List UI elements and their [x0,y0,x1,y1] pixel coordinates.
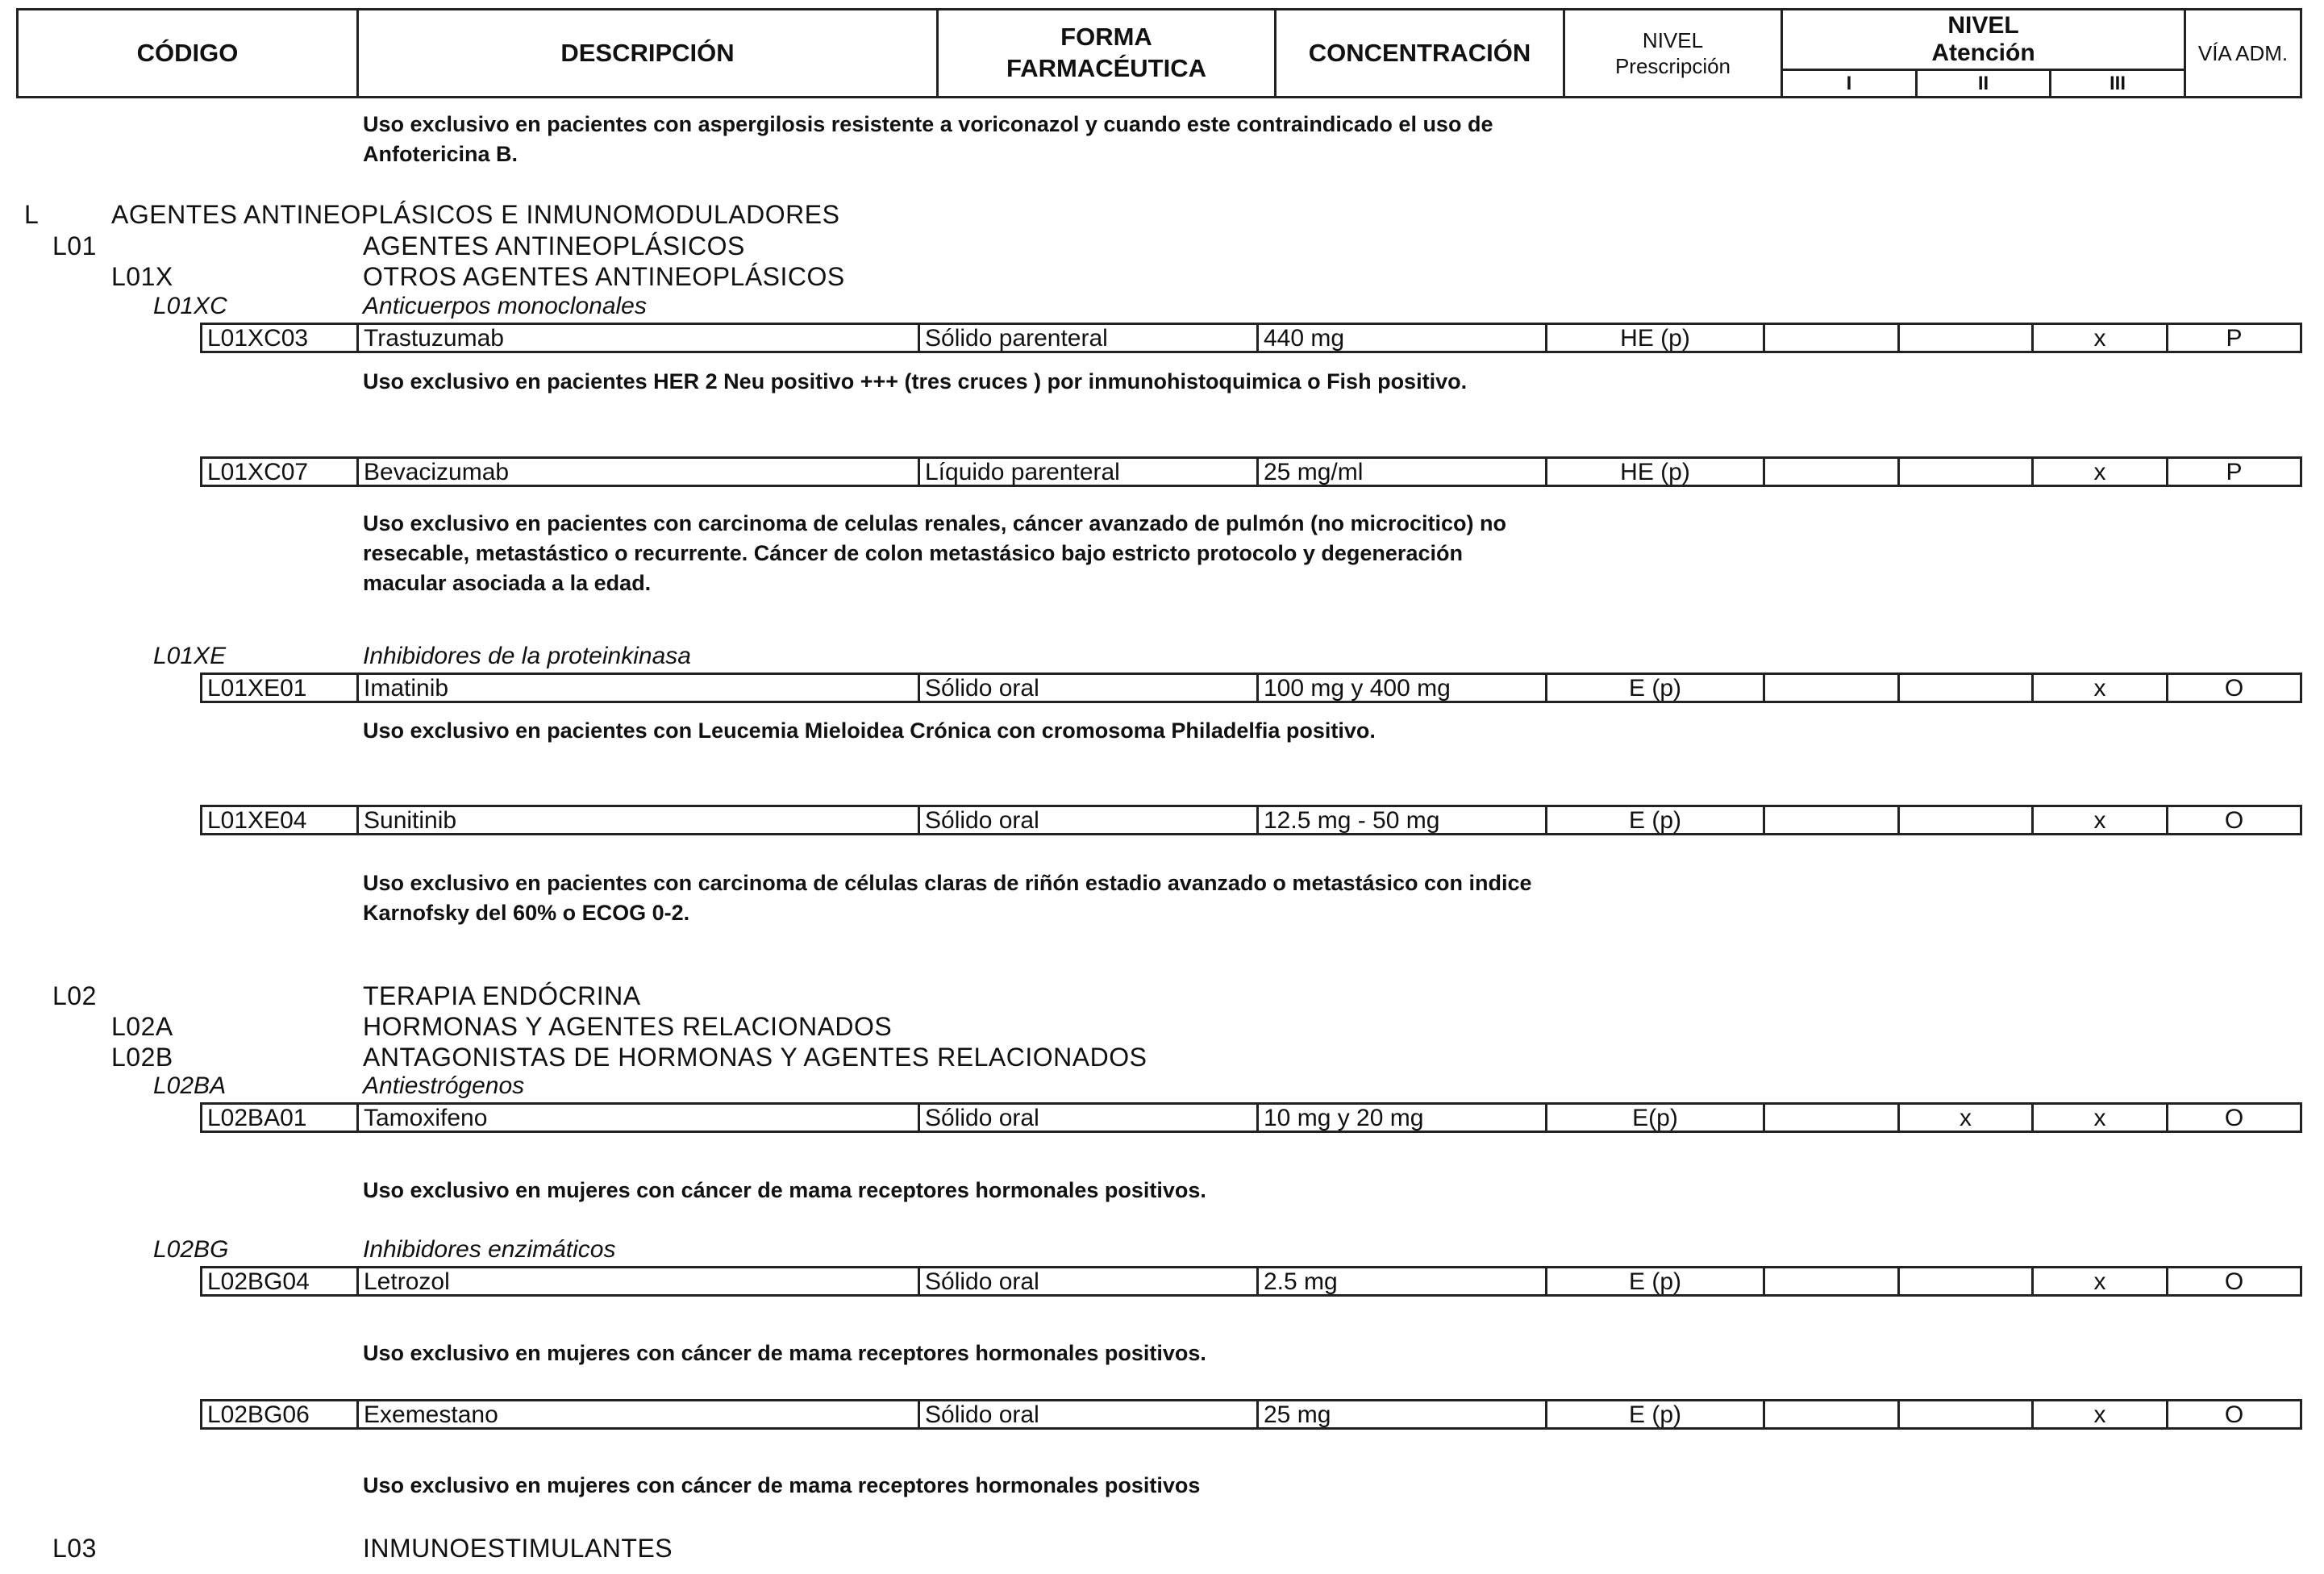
cell-forma: Líquido parenteral [920,459,1259,485]
cell-atencion-iii: x [2034,807,2168,833]
class-code-L01XC: L01XC [153,293,227,319]
note-sunitinib: Uso exclusivo en pacientes con carcinoma de células claras de riñón estadio avanzado o metastásico con indice Karnofsky del 60% o ECOG 0-2. [363,871,1532,925]
class-name-L03: INMUNOESTIMULANTES [363,1534,673,1563]
header-atencion-ii [1918,69,2051,98]
cell-atencion-i [1765,325,1900,351]
cell-via: P [2226,459,2243,485]
cell-descripcion: Bevacizumab [359,459,920,485]
class-code-L01X: L01X [111,262,173,291]
cell-concentracion: 2.5 mg [1259,1268,1547,1294]
cell-descripcion: Tamoxifeno [359,1105,920,1131]
class-name-L01XC: Anticuerpos monoclonales [363,293,647,319]
cell-atencion-i [1765,459,1900,485]
header-via-adm [2186,10,2300,96]
header-nivel-prescripcion [1565,10,1783,96]
header-concentracion-label: CONCENTRACIÓN [1308,38,1531,67]
table-row [200,1102,2302,1133]
class-name-L: AGENTES ANTINEOPLÁSICOS E INMUNOMODULADORES [111,200,840,229]
class-name-L02BA: Antiestrógenos [363,1072,525,1099]
header-codigo-label: CÓDIGO [136,38,239,67]
header-nivel-atencion-title [1783,10,2184,71]
class-name-L02A: HORMONAS Y AGENTES RELACIONADOS [363,1012,893,1041]
class-code-L01XE: L01XE [153,643,227,669]
cell-atencion-i [1765,1401,1900,1427]
cell-atencion-ii [1900,675,2034,701]
cell-concentracion: 440 mg [1259,325,1547,351]
table-row [200,456,2302,487]
cell-prescripcion: HE (p) [1547,459,1765,485]
class-name-L01XE: Inhibidores de la proteinkinasa [363,643,691,669]
cell-concentracion: 12.5 mg - 50 mg [1259,807,1547,833]
cell-atencion-ii [1900,1401,2034,1427]
cell-forma: Sólido oral [920,807,1259,833]
cell-descripcion: Letrozol [359,1268,920,1294]
note-letrozol: Uso exclusivo en mujeres con cáncer de mama receptores hormonales positivos. [363,1341,1206,1365]
class-code-L02: L02 [52,981,97,1010]
note-trastuzumab: Uso exclusivo en pacientes HER 2 Neu positivo +++ (tres cruces ) por inmunohistoquimica o Fish positivo. [363,369,1468,394]
header-atencion-i-label: I [1846,72,1852,94]
cell-concentracion: 100 mg y 400 mg [1259,675,1547,701]
note-exemestano: Uso exclusivo en mujeres con cáncer de mama receptores hormonales positivos [363,1473,1201,1497]
cell-codigo: L02BG04 [202,1268,359,1294]
class-code-L: L [24,200,40,229]
cell-atencion-ii [1900,459,2034,485]
cell-atencion-i [1765,675,1900,701]
cell-prescripcion: E (p) [1547,807,1765,833]
class-name-L01: AGENTES ANTINEOPLÁSICOS [363,231,745,260]
cell-prescripcion: E (p) [1547,1401,1765,1427]
cell-atencion-iii: x [2034,1401,2168,1427]
table-row [200,672,2302,703]
table-row [200,1266,2302,1297]
cell-atencion-iii: x [2034,675,2168,701]
cell-codigo: L01XE01 [202,675,359,701]
cell-prescripcion: HE (p) [1547,325,1765,351]
header-concentracion [1277,10,1565,96]
cell-via: O [2224,1268,2244,1294]
class-code-L02A: L02A [111,1012,173,1041]
header-forma-line1: FORMA [1060,23,1152,52]
cell-atencion-ii: x [1900,1105,2034,1131]
cell-via: O [2224,807,2244,833]
cell-forma: Sólido oral [920,1401,1259,1427]
cell-via: O [2224,1105,2244,1131]
cell-atencion-ii [1900,1268,2034,1294]
cell-descripcion: Exemestano [359,1401,920,1427]
class-code-L02BA: L02BA [153,1072,227,1099]
class-code-L03: L03 [52,1534,97,1563]
cell-concentracion: 25 mg/ml [1259,459,1547,485]
header-forma-line2: FARMACÉUTICA [1006,54,1206,82]
class-name-L01X: OTROS AGENTES ANTINEOPLÁSICOS [363,262,845,291]
cell-atencion-iii: x [2034,459,2168,485]
note-bevacizumab: Uso exclusivo en pacientes con carcinoma de celulas renales, cáncer avanzado de pulmón (no microcitico) no resecable, metastástico o recurrente. Cáncer de colon metastásico bajo estricto protocolo y degeneración macular asociada a la edad. [363,511,1506,595]
header-atencion-iii [2051,69,2184,98]
header-forma [939,10,1277,96]
header-nivel-atencion-line1: NIVEL [1947,11,2019,39]
table-row [200,323,2302,353]
cell-codigo: L02BG06 [202,1401,359,1427]
cell-atencion-iii: x [2034,325,2168,351]
header-nivel-atencion-line2: Atención [1931,40,2035,66]
header-atencion-ii-label: II [1977,72,1989,94]
header-atencion-iii-label: III [2109,72,2126,94]
cell-atencion-iii: x [2034,1105,2168,1131]
cell-via: O [2224,1401,2244,1427]
cell-atencion-ii [1900,807,2034,833]
cell-codigo: L01XC03 [202,325,359,351]
header-nivel-prescripcion-line1: NIVEL [1642,27,1704,52]
cell-atencion-iii: x [2034,1268,2168,1294]
class-code-L01: L01 [52,231,97,260]
cell-forma: Sólido oral [920,1105,1259,1131]
cell-descripcion: Trastuzumab [359,325,920,351]
class-name-L02BG: Inhibidores enzimáticos [363,1236,616,1263]
class-name-L02B: ANTAGONISTAS DE HORMONAS Y AGENTES RELACIONADOS [363,1043,1147,1072]
header-via-adm-label: VÍA ADM. [2197,40,2289,65]
cell-prescripcion: E (p) [1547,1268,1765,1294]
cell-codigo: L01XE04 [202,807,359,833]
cell-atencion-i [1765,807,1900,833]
cell-forma: Sólido oral [920,675,1259,701]
header-nivel-atencion [1783,10,2186,96]
cell-descripcion: Imatinib [359,675,920,701]
class-code-L02BG: L02BG [153,1236,229,1263]
class-name-L02: TERAPIA ENDÓCRINA [363,981,641,1010]
note-top: Uso exclusivo en pacientes con aspergilosis resistente a voriconazol y cuando este contraindicado el uso de Anfotericina B. [363,112,1493,166]
cell-prescripcion: E(p) [1547,1105,1765,1131]
cell-via: O [2224,675,2244,701]
class-code-L02B: L02B [111,1043,173,1072]
note-imatinib: Uso exclusivo en pacientes con Leucemia Mieloidea Crónica con cromosoma Philadelfia positivo. [363,718,1376,743]
table-header [16,8,2302,98]
cell-codigo: L02BA01 [202,1105,359,1131]
cell-prescripcion: E (p) [1547,675,1765,701]
note-tamoxifeno: Uso exclusivo en mujeres con cáncer de mama receptores hormonales positivos. [363,1178,1206,1202]
table-row [200,1399,2302,1430]
header-descripcion [359,10,939,96]
cell-atencion-i [1765,1105,1900,1131]
cell-via: P [2226,325,2243,351]
cell-codigo: L01XC07 [202,459,359,485]
header-nivel-prescripcion-line2: Prescripción [1614,54,1731,78]
header-atencion-i [1783,69,1918,98]
cell-concentracion: 10 mg y 20 mg [1259,1105,1547,1131]
cell-atencion-ii [1900,325,2034,351]
header-codigo [19,10,359,96]
header-descripcion-label: DESCRIPCIÓN [560,38,735,67]
cell-descripcion: Sunitinib [359,807,920,833]
cell-concentracion: 25 mg [1259,1401,1547,1427]
cell-forma: Sólido oral [920,1268,1259,1294]
cell-forma: Sólido parenteral [920,325,1259,351]
cell-atencion-i [1765,1268,1900,1294]
table-row [200,805,2302,835]
